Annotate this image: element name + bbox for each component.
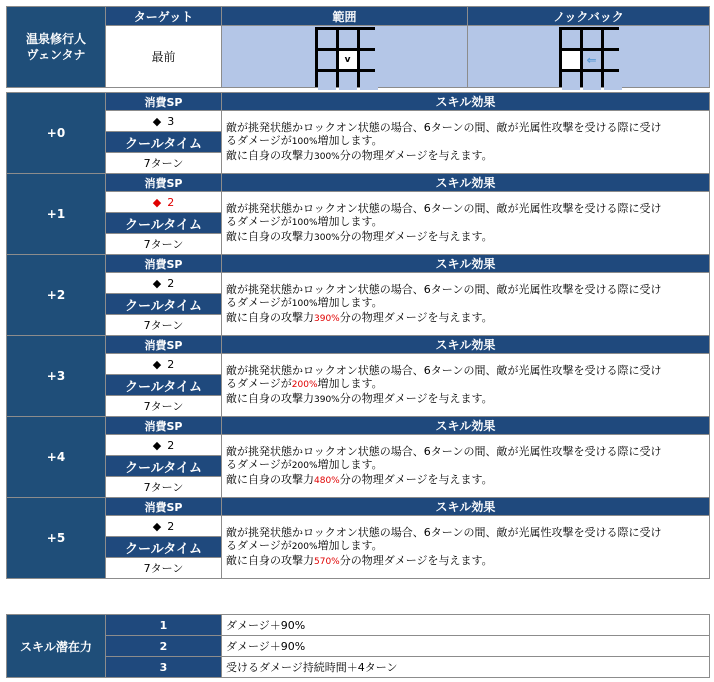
cooltime-header: クールタイム <box>106 213 222 234</box>
potential-number: 1 <box>106 615 222 636</box>
effect-segment: 敵に自身の攻撃力 <box>226 229 314 243</box>
effect-segment: 分の物理ダメージを与えます。 <box>339 229 493 243</box>
effect-line: 敵が挑発状態かロックオン状態の場合、6ターンの間、敵が光属性攻撃を受ける際に受け <box>226 201 662 215</box>
potential-text: ダメージ＋90% <box>222 615 710 636</box>
effect-text <box>222 111 710 174</box>
effect-line: 敵が挑発状態かロックオン状態の場合、6ターンの間、敵が光属性攻撃を受ける際に受け <box>226 444 662 458</box>
sp-amount: 3 <box>167 114 175 128</box>
level-label: +5 <box>7 498 106 579</box>
level-label: +4 <box>7 417 106 498</box>
effect-segment: 390% <box>314 394 340 405</box>
range-header: 範囲 <box>222 7 468 26</box>
sp-header: 消費SP <box>106 417 222 435</box>
cooltime-header: クールタイム <box>106 375 222 396</box>
cooltime-header: クールタイム <box>106 132 222 153</box>
effect-line <box>226 458 703 473</box>
effect-line <box>226 392 703 407</box>
effect-segment: 100% <box>291 217 318 228</box>
diamond-icon: ◆ <box>152 114 162 128</box>
sp-amount: 2 <box>167 195 175 209</box>
sp-header: 消費SP <box>106 93 222 111</box>
sp-amount: 2 <box>167 357 175 371</box>
effect-line <box>226 311 703 326</box>
effect-segment: 200% <box>291 460 318 471</box>
cooltime-header: クールタイム <box>106 456 222 477</box>
range-grid <box>315 27 375 87</box>
knockback-arrow-icon: ⇐ <box>586 52 597 67</box>
sp-amount: 2 <box>167 438 175 452</box>
effect-segment: 敵に自身の攻撃力 <box>226 391 314 405</box>
effect-segment: 増加します。 <box>317 133 383 147</box>
cooltime-header: クールタイム <box>106 537 222 558</box>
effect-line: 敵が挑発状態かロックオン状態の場合、6ターンの間、敵が光属性攻撃を受ける際に受け <box>226 282 662 296</box>
effect-segment: 敵に自身の攻撃力 <box>226 472 314 486</box>
cooltime-value: 7ターン <box>106 315 222 336</box>
effect-header: スキル効果 <box>222 336 710 354</box>
effect-segment: 分の物理ダメージを与えます。 <box>339 553 493 567</box>
effect-segment: 300% <box>314 232 340 243</box>
level-label: +3 <box>7 336 106 417</box>
effect-line: 敵が挑発状態かロックオン状態の場合、6ターンの間、敵が光属性攻撃を受ける際に受け <box>226 363 662 377</box>
effect-line <box>226 296 703 311</box>
sp-value <box>106 273 222 294</box>
diamond-icon: ◆ <box>152 438 162 452</box>
sp-header: 消費SP <box>106 498 222 516</box>
cooltime-value: 7ターン <box>106 558 222 579</box>
sp-header: 消費SP <box>106 336 222 354</box>
potential-table <box>6 614 710 678</box>
effect-line <box>226 539 703 554</box>
levels-table <box>6 92 710 579</box>
potential-number: 2 <box>106 636 222 657</box>
effect-segment: るダメージが <box>226 295 292 309</box>
sp-amount: 2 <box>167 519 175 533</box>
effect-segment: るダメージが <box>226 538 292 552</box>
effect-segment: 300% <box>314 151 340 162</box>
character-name-cell <box>7 7 106 88</box>
effect-text <box>222 516 710 579</box>
effect-segment: 分の物理ダメージを与えます。 <box>339 472 493 486</box>
potential-title: スキル潜在力 <box>7 615 106 678</box>
effect-text <box>222 192 710 255</box>
effect-line <box>226 149 703 164</box>
knockback-header: ノックバック <box>468 7 710 26</box>
level-label: +0 <box>7 93 106 174</box>
effect-segment: 390% <box>314 313 340 324</box>
effect-text <box>222 354 710 417</box>
character-name-line2: ヴェンタナ <box>26 48 86 62</box>
effect-segment: るダメージが <box>226 376 292 390</box>
effect-text <box>222 273 710 336</box>
effect-segment: るダメージが <box>226 133 292 147</box>
sp-amount: 2 <box>167 276 175 290</box>
diamond-icon: ◆ <box>152 519 162 533</box>
range-diagram-cell <box>222 26 468 88</box>
effect-segment: 570% <box>314 556 340 567</box>
effect-segment: るダメージが <box>226 457 292 471</box>
range-target-marker: v <box>339 51 357 69</box>
diamond-icon: ◆ <box>152 276 162 290</box>
level-label: +1 <box>7 174 106 255</box>
effect-segment: 増加します。 <box>317 457 383 471</box>
sp-value <box>106 192 222 213</box>
effect-segment: 増加します。 <box>317 214 383 228</box>
sp-value <box>106 354 222 375</box>
effect-segment: 敵に自身の攻撃力 <box>226 553 314 567</box>
diamond-icon: ◆ <box>152 195 162 209</box>
effect-line <box>226 377 703 392</box>
cooltime-value: 7ターン <box>106 477 222 498</box>
effect-segment: 敵に自身の攻撃力 <box>226 310 314 324</box>
effect-header: スキル効果 <box>222 174 710 192</box>
cooltime-header: クールタイム <box>106 294 222 315</box>
diamond-icon: ◆ <box>152 357 162 371</box>
sp-value <box>106 111 222 132</box>
effect-segment: 増加します。 <box>317 538 383 552</box>
target-header: ターゲット <box>106 7 222 26</box>
character-name-line1: 温泉修行人 <box>25 32 86 46</box>
effect-segment: 480% <box>314 475 340 486</box>
effect-line <box>226 134 703 149</box>
cooltime-value: 7ターン <box>106 396 222 417</box>
effect-segment: 100% <box>291 136 318 147</box>
effect-segment: 分の物理ダメージを与えます。 <box>339 391 493 405</box>
effect-line: 敵が挑発状態かロックオン状態の場合、6ターンの間、敵が光属性攻撃を受ける際に受け <box>226 120 662 134</box>
effect-line <box>226 554 703 569</box>
potential-text: ダメージ＋90% <box>222 636 710 657</box>
sp-header: 消費SP <box>106 255 222 273</box>
knockback-grid <box>559 27 619 87</box>
effect-line <box>226 473 703 488</box>
cooltime-value: 7ターン <box>106 234 222 255</box>
effect-header: スキル効果 <box>222 255 710 273</box>
effect-line <box>226 230 703 245</box>
sp-header: 消費SP <box>106 174 222 192</box>
effect-line: 敵が挑発状態かロックオン状態の場合、6ターンの間、敵が光属性攻撃を受ける際に受け <box>226 525 662 539</box>
effect-segment: 敵に自身の攻撃力 <box>226 148 314 162</box>
effect-segment: 200% <box>291 541 318 552</box>
effect-segment: 増加します。 <box>317 376 383 390</box>
header-table <box>6 6 710 88</box>
effect-segment: 200% <box>291 379 318 390</box>
effect-text <box>222 435 710 498</box>
level-label: +2 <box>7 255 106 336</box>
effect-segment: るダメージが <box>226 214 292 228</box>
effect-line <box>226 215 703 230</box>
effect-segment: 分の物理ダメージを与えます。 <box>339 148 493 162</box>
sp-value <box>106 516 222 537</box>
knockback-diagram-cell <box>468 26 710 88</box>
effect-segment: 分の物理ダメージを与えます。 <box>339 310 493 324</box>
effect-header: スキル効果 <box>222 498 710 516</box>
effect-segment: 100% <box>291 298 318 309</box>
potential-text: 受けるダメージ持続時間＋4ターン <box>222 657 710 678</box>
target-value: 最前 <box>106 26 222 88</box>
potential-number: 3 <box>106 657 222 678</box>
cooltime-value: 7ターン <box>106 153 222 174</box>
effect-header: スキル効果 <box>222 417 710 435</box>
effect-segment: 増加します。 <box>317 295 383 309</box>
sp-value <box>106 435 222 456</box>
effect-header: スキル効果 <box>222 93 710 111</box>
